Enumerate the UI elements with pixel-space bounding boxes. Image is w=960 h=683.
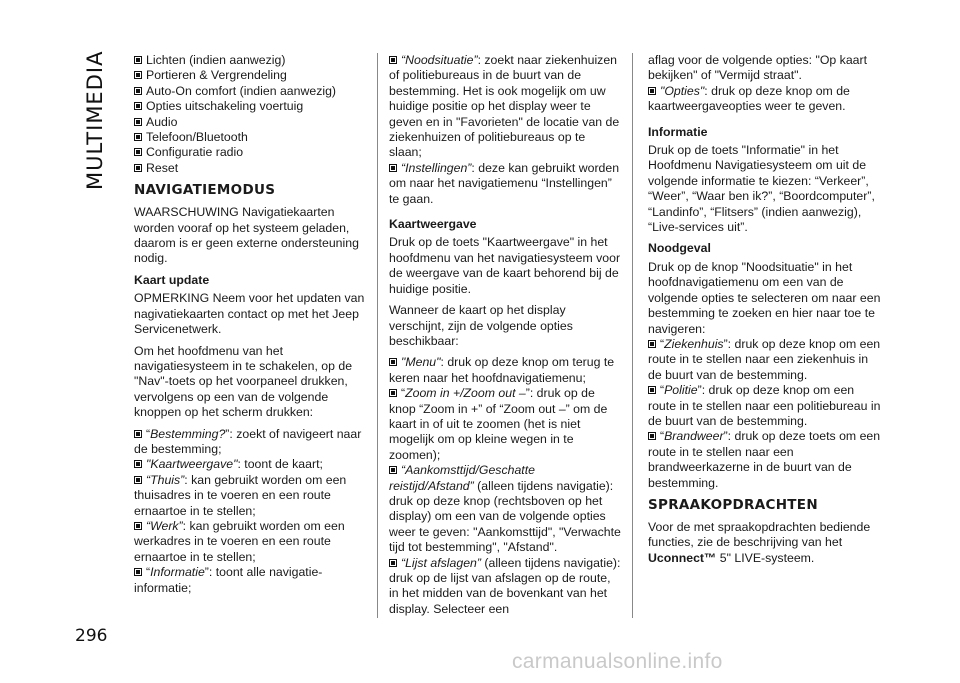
bullet-icon	[134, 430, 142, 438]
bullet-icon	[389, 56, 397, 64]
list-item: Configuratie radio	[134, 145, 366, 160]
bullet-icon	[389, 164, 397, 172]
list-item: Opties uitschakeling voertuig	[134, 99, 366, 114]
list-item: “Zoom in +/Zoom out –”: druk op de knop “Zoom in +” of “Zoom out –” om de kaart in of uit te zoomen (het is niet mogelijk om op kleine wegen in te zoomen);	[389, 386, 608, 462]
bullet-icon	[648, 432, 656, 440]
warning-text: WAARSCHUWING Navigatiekaarten worden vooraf op het systeem geladen, daarom is er geen externe ondersteuning nodig.	[134, 205, 359, 266]
list-item: Lichten (indien aanwezig)	[134, 53, 366, 68]
bullet-icon	[134, 118, 142, 126]
list-item: “Noodsituatie”: zoekt naar ziekenhuizen of politiebureaus in de buurt van de bestemming. Het is ook mogelijk om uw huidige positie op het display weer te geven en in "Favorieten" de locatie van de ziekenhuizen of politiebureaus op te slaan;	[389, 53, 620, 160]
paragraph: Druk op de toets "Kaartweergave" in het hoofdmenu van het navigatiesysteem voor de weergave van de kaart behorend bij de huidige positie.	[389, 235, 621, 296]
subheading: Kaart update	[134, 272, 210, 287]
paragraph: Om het hoofdmenu van het navigatiesysteem in te schakelen, op de "Nav"-toets op het voorpaneel drukken, vervolgens op een van de volgende knoppen op het scherm drukken:	[134, 343, 353, 420]
column-2	[389, 53, 621, 617]
bullet-icon	[134, 102, 142, 110]
paragraph: Wanneer de kaart op het display verschijnt, zijn de volgende opties beschikbaar:	[389, 303, 573, 348]
bullet-icon	[134, 164, 142, 172]
list-item: Portieren & Vergrendeling	[134, 68, 366, 83]
list-item: “Thuis”: kan gebruikt worden om een thuisadres in te voeren en een route ernaartoe in te stellen;	[134, 472, 347, 518]
bullet-icon	[648, 340, 656, 348]
subheading: Noodgeval	[648, 241, 711, 256]
column-divider	[632, 53, 633, 618]
bullet-icon	[134, 71, 142, 79]
list-item: "Opties": druk op deze knop om de kaartweergaveopties weer te geven.	[648, 83, 850, 114]
list-item: “Politie”: druk op deze knop om een route in te stellen naar een politiebureau in de buurt van de bestemming.	[648, 383, 881, 428]
column-divider	[377, 53, 378, 618]
bullet-icon	[134, 133, 142, 141]
list-item: “Informatie”: toont alle navigatie-informatie;	[134, 565, 323, 595]
bullet-icon	[389, 358, 397, 366]
paragraph: Druk op de knop "Noodsituatie" in het hoofdnavigatiemenu om een van de volgende opties te selecteren om naar een bestemming te zoeken en hier naar toe te navigeren:	[648, 259, 881, 336]
bullet-icon	[648, 386, 656, 394]
list-item: "Menu": druk op deze knop om terug te keren naar het hoofdnavigatiemenu;	[389, 355, 615, 385]
paragraph: aflag voor de volgende opties: "Op kaart bekijken" of "Vermijd straat".	[648, 53, 868, 83]
bullet-icon	[134, 460, 142, 468]
list-item: “Aankomsttijd/Geschatte reistijd/Afstand” (alleen tijdens navigatie): druk op deze knop (rechtsboven op het display) om een van de volgende opties weer te geven: "Aankomsttijd", "Verwachte tijd tot bestemming", "Afstand".	[389, 463, 621, 555]
paragraph: Druk op de toets "Informatie" in het Hoofdmenu Navigatiesysteem om uit de volgende informatie te kiezen: “Verkeer”, “Weer”, “Waar ben ik?”, “Boordcomputer”, “Landinfo”, “Flitsers” (indien aanwezig), “Live-services uit”.	[648, 143, 875, 235]
bullet-icon	[648, 87, 656, 95]
list-item: Telefoon/Bluetooth	[134, 130, 366, 145]
list-item: Audio	[134, 115, 366, 130]
section-heading: NAVIGATIEMODUS	[134, 182, 276, 199]
list-item: "Kaartweergave": toont de kaart;	[134, 457, 366, 472]
subheading: Informatie	[648, 124, 708, 139]
watermark-text: carmanualsonline.info	[512, 650, 723, 673]
list-item: Reset	[134, 161, 366, 176]
page-number: 296	[75, 626, 108, 646]
note-text: OPMERKING Neem voor het updaten van nagivatiekaarten contact op met het Jeep Servicenetwerk.	[134, 291, 365, 337]
paragraph: Voor de met spraakopdrachten bediende functies, zie de beschrijving van het Uconnect™ 5" LIVE-systeem.	[648, 519, 871, 565]
bullet-icon	[134, 87, 142, 95]
bullet-icon	[134, 568, 142, 576]
list-item: “Instellingen”: deze kan gebruikt worden om naar het navigatiemenu “Instellingen” te gaan.	[389, 160, 620, 206]
bullet-icon	[389, 466, 397, 474]
list-item: “Lijst afslagen” (alleen tijdens navigatie): druk op de lijst van afslagen op de route, in het midden van de bovenkant van het display. Selecteer een	[389, 555, 621, 616]
bullet-icon	[134, 476, 142, 484]
bullet-icon	[389, 389, 397, 397]
bullet-icon	[134, 522, 142, 530]
section-title: MULTIMEDIA	[83, 50, 107, 190]
bullet-icon	[134, 148, 142, 156]
bullet-icon	[134, 56, 142, 64]
list-item: “Brandweer”: druk op deze toets om een route in te stellen naar een brandweerkazerne in de buurt van de bestemming.	[648, 429, 881, 490]
menu-list	[134, 53, 366, 176]
column-1	[134, 53, 366, 596]
list-item: “Werk”: kan gebruikt worden om een werkadres in te voeren en een route ernaartoe in te stellen;	[134, 518, 345, 564]
bullet-icon	[389, 559, 397, 567]
list-item: “Ziekenhuis”: druk op deze knop om een route in te stellen naar een ziekenhuis in de buurt van de bestemming.	[648, 336, 881, 382]
list-item: “Bestemming?”: zoekt of navigeert naar de bestemming;	[134, 426, 362, 456]
list-item: Auto-On comfort (indien aanwezig)	[134, 84, 366, 99]
section-heading: SPRAAKOPDRACHTEN	[648, 496, 818, 513]
column-3	[648, 53, 884, 572]
subheading: Kaartweergave	[389, 217, 477, 232]
